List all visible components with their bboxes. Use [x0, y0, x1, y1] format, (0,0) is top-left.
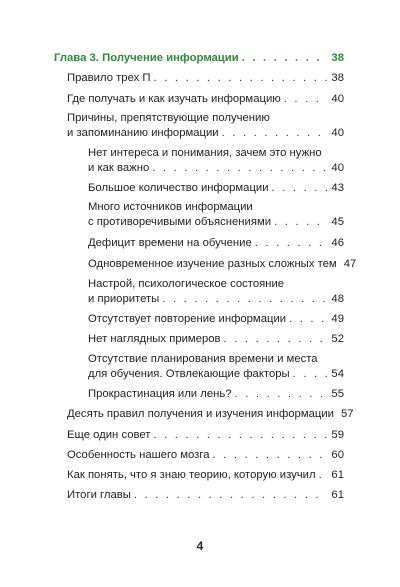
dot-leader — [284, 92, 328, 107]
dot-leader — [154, 71, 328, 86]
dot-leader — [224, 332, 328, 347]
dot-leader — [319, 468, 328, 483]
dot-leader — [235, 387, 328, 402]
toc-entry-title-line: Нет интереса и понимания, зачем это нужно — [88, 147, 322, 159]
dot-leader — [272, 181, 328, 196]
toc-entry-title: и как важно — [88, 162, 150, 174]
toc-page-number: 45 — [331, 216, 344, 228]
toc-entry-title: Дефицит времени на обучение — [88, 237, 252, 249]
dot-leader — [255, 236, 328, 251]
toc-entry-title: для обучения. Отвлекающие факторы — [88, 368, 290, 380]
dot-leader — [274, 215, 327, 230]
dot-leader — [293, 367, 328, 382]
toc-page-number: 38 — [331, 72, 344, 84]
toc-page-number: 52 — [331, 333, 344, 345]
toc-entry-title-line: Много источников информации — [88, 201, 253, 213]
dot-leader — [134, 488, 328, 503]
toc-entry-title: Нет наглядных примеров — [88, 333, 221, 345]
toc-entry-title: Десять правил получения и изучения информации — [67, 408, 334, 420]
toc-entry-title: Прокрастинация или лень? — [88, 388, 232, 400]
toc-page-number: 48 — [331, 293, 344, 305]
toc-entry-title: Как понять, что я знаю теорию, которую изучил — [67, 469, 316, 481]
toc-chapter-title: Глава 3. Получение информации — [54, 52, 239, 64]
toc-page-number: 55 — [331, 388, 344, 400]
toc-entry-title: Правило трех П — [67, 72, 151, 84]
toc-entry-title: и запоминанию информации — [67, 127, 219, 139]
toc-entry-title: Еще один совет — [67, 429, 151, 441]
toc-page-number: 61 — [331, 489, 344, 501]
toc-page-number: 47 — [343, 258, 357, 270]
dot-leader — [222, 126, 328, 141]
dot-leader — [289, 312, 327, 327]
toc-entry-title: Отсутствует повторение информации — [88, 313, 287, 325]
toc-entry-title-line: Причины, препятствующие получению — [67, 112, 270, 124]
toc-entry-title: Большое количество информации — [88, 182, 269, 194]
dot-leader — [152, 161, 327, 176]
toc-page-number: 59 — [331, 429, 344, 441]
toc-page-number: 38 — [331, 52, 344, 64]
toc-entry-title: Особенность нашего мозга — [67, 449, 210, 461]
toc-page-number: 46 — [331, 237, 344, 249]
toc-entry-title: с противоречивыми объяснениями — [88, 216, 272, 228]
toc-entry-title: Где получать и как изучать информацию — [67, 93, 281, 105]
page-number-footer: 4 — [196, 539, 204, 553]
toc-entry-title: Итоги главы — [67, 489, 131, 501]
toc-page-number: 40 — [331, 162, 344, 174]
toc-page-number: 57 — [340, 408, 354, 420]
toc-page-number: 60 — [331, 449, 344, 461]
toc-entry-title-line: Настрой, психологическое состояние — [88, 278, 285, 290]
toc-page-number: 61 — [331, 469, 344, 481]
toc-entry-title: и приоритеты — [88, 293, 160, 305]
toc-page-number: 40 — [331, 127, 344, 139]
dot-leader — [213, 448, 328, 463]
dot-leader — [242, 51, 328, 66]
dot-leader — [162, 292, 327, 307]
toc-entry-title: Одновременное изучение разных сложных тем — [88, 258, 337, 270]
dot-leader — [153, 428, 327, 443]
toc-page-number: 43 — [331, 182, 344, 194]
toc-page-number: 40 — [331, 93, 344, 105]
toc-entry-title-line: Отсутствие планирования времени и места — [88, 353, 318, 365]
toc-page-number: 49 — [331, 313, 344, 325]
toc-page-number: 54 — [331, 368, 344, 380]
